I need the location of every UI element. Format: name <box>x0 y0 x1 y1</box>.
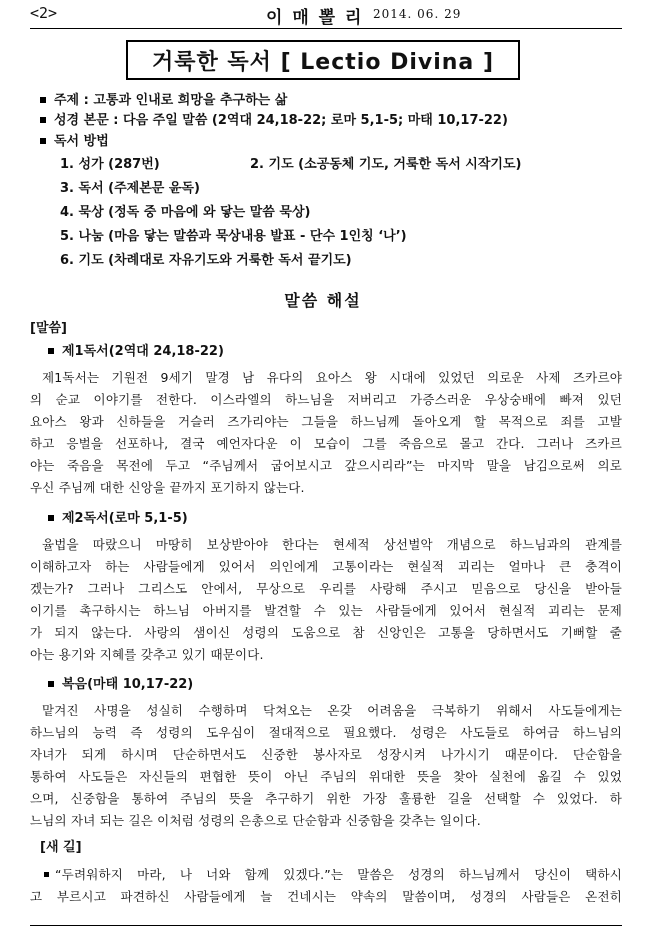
gospel-line: 하느님의 능력 즉 성령의 도우심이 절대적으로 필요했다. 성령은 사도들로 하여금 하느님의 <box>30 725 622 740</box>
gospel-line: 으며, 신중함을 통하여 주님의 뜻을 추구하기 위한 가장 훌륭한 길을 선택할 수 있었다. 하 <box>30 791 622 806</box>
reading-2-line: 아는 용기와 지혜를 갖추고 있기 때문이다. <box>30 647 264 662</box>
method-label: 독서 방법 <box>40 134 109 150</box>
new-path-label: [새 길] <box>40 840 82 855</box>
bullet-square-icon <box>40 117 46 123</box>
method-step-4: 4. 묵상 (정독 중 마음에 와 닿는 말씀 묵상) <box>60 205 311 220</box>
method-step-2: 2. 기도 (소공동체 기도, 거룩한 독서 시작기도) <box>250 157 522 172</box>
reading-2-line: 이기를 촉구하시는 하느님 아버지를 발견할 수 있는 사람들에게 있어서 현실적 괴리는 문제 <box>30 603 622 618</box>
reading-1-line: 의 순교 이야기를 전한다. 이스라엘의 하느님을 저버리고 가증스러운 우상숭배에 빠져 있던 <box>30 392 622 407</box>
new-path-line: “두려워하지 마라, 나 너와 함께 있겠다.”는 말씀은 성경의 하느님께서 당신이 택하시 <box>30 867 622 883</box>
bullet-square-icon <box>40 97 46 103</box>
reading-1-line: 요아스 왕과 신하들을 거슬러 즈가리야는 그들을 하느님께 돌아오게 할 목적으로 죄를 고발 <box>30 414 622 429</box>
reading-2-line: 율법을 따랐으니 마땅히 보상받아야 한다는 현세적 상선벌악 개념으로 하느님과의 관계를 <box>42 537 622 552</box>
footer-divider <box>30 925 622 926</box>
theme-line: 주제 : 고통과 인내로 희망을 추구하는 삶 <box>40 93 287 109</box>
issue-date: 2014. 06. 29 <box>373 7 462 21</box>
section-title: 말씀 해설 <box>284 291 362 310</box>
reading-2-line: 겠는가? 그러나 그리스도 안에서, 무상으로 우리를 사랑해 주시고 믿음으로 당신을 받아들 <box>30 581 622 596</box>
page-number: <2> <box>30 4 58 22</box>
word-label: [말씀] <box>30 321 67 336</box>
bullet-square-icon <box>48 348 54 354</box>
reading-1-line: 우신 주님께 대한 신앙을 끝까지 포기하지 않는다. <box>30 480 305 495</box>
gospel-line: 맡겨진 사명을 성실히 수행하며 닥쳐오는 온갖 어려움을 극복하기 위해서 사도들에게는 <box>42 703 622 718</box>
bullet-square-icon <box>44 872 49 877</box>
page-title-box <box>126 40 520 80</box>
readings-line: 성경 본문 : 다음 주일 말씀 (2역대 24,18-22; 로마 5,1-5; 마태 10,17-22) <box>40 113 508 129</box>
method-step-1: 1. 성가 (287번) <box>60 157 160 172</box>
gospel-line: 자녀가 되게 하시며 단순하면서도 신중한 봉사자로 성장시켜 나가시기 때문이다. 단순함을 <box>30 747 622 762</box>
new-path-line: 고 부르시고 파견하신 사람들에게 늘 건네시는 약속의 말씀이며, 성경의 사람들은 온전히 <box>30 889 622 904</box>
reading-1-line: 제1독서는 기원전 9세기 말경 남 유다의 요아스 왕 시대에 있었던 의로운 사제 즈카르야 <box>42 370 622 385</box>
method-step-5: 5. 나눔 (마음 닿는 말씀과 묵상내용 발표 - 단수 1인칭 ‘나’) <box>60 229 407 244</box>
bullet-square-icon <box>48 515 54 521</box>
header-divider <box>30 28 622 29</box>
bullet-square-icon <box>48 681 54 687</box>
method-step-6: 6. 기도 (차례대로 자유기도와 거룩한 독서 끝기도) <box>60 253 352 268</box>
reading-1-line: 야는 죽음을 목전에 두고 “주님께서 굽어보시고 갚으시리라”는 마지막 말을 남김으로써 의로 <box>30 458 622 473</box>
bullet-square-icon <box>40 138 46 144</box>
gospel-heading: 복음(마태 10,17-22) <box>48 677 193 693</box>
reading-2-line: 가 되지 않는다. 사랑의 샘이신 성령의 도움으로 참 신앙인은 고통을 당하면서도 기뻐할 줄 <box>30 625 622 640</box>
page-title: 거룩한 독서 [ Lectio Divina ] <box>151 49 494 75</box>
reading-1-heading: 제1독서(2역대 24,18-22) <box>48 344 224 360</box>
gospel-line: 통하여 사도들은 자신들의 편협한 뜻이 아닌 주님의 위대한 뜻을 찾아 실천에 옮길 수 있었 <box>30 769 622 784</box>
page-header <box>30 4 616 28</box>
method-step-3: 3. 독서 (주제본문 윤독) <box>60 181 200 196</box>
reading-2-line: 이해하고자 하는 사람들에게 있어서 의인에게 고통이라는 현실적 괴리는 얼마나 큰 충격이 <box>30 559 622 574</box>
reading-1-line: 하고 응벌을 선포하나, 결국 예언자다운 이 모습이 그를 죽음으로 몰고 간다. 그러나 즈카르 <box>30 436 622 451</box>
gospel-line: 느님의 자녀 되는 길은 이처럼 성령의 은총으로 단순함과 신중함을 갖추는 일이다. <box>30 813 481 828</box>
reading-2-heading: 제2독서(로마 5,1-5) <box>48 511 188 527</box>
newsletter-name: 이 매 뽈 리 <box>266 8 364 28</box>
